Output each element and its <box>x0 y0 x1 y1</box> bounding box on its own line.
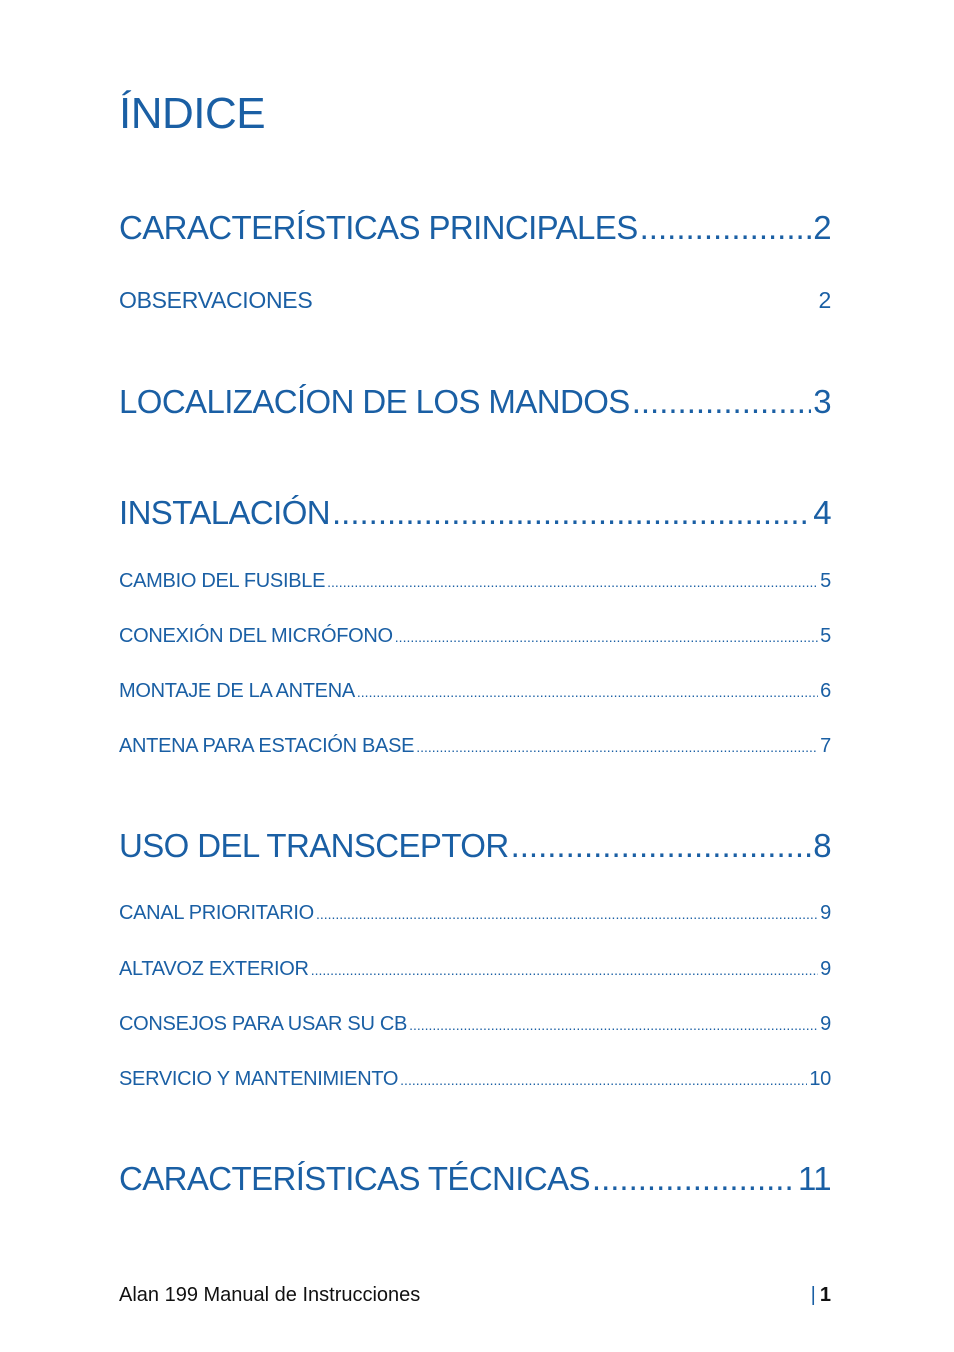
toc-leader <box>311 957 818 983</box>
toc-label: CARACTERÍSTICAS TÉCNICAS <box>119 1160 590 1197</box>
toc-label: ALTAVOZ EXTERIOR <box>119 958 309 980</box>
toc-leader <box>511 826 812 866</box>
toc-leader <box>316 901 818 927</box>
toc-label: LOCALIZACÍON DE LOS MANDOS <box>119 383 630 420</box>
footer-separator: | <box>810 1284 816 1306</box>
toc-page-number: 5 <box>820 625 831 647</box>
toc-entry-consejos-cb[interactable] <box>119 1011 831 1037</box>
toc-label: OBSERVACIONES <box>119 287 313 313</box>
toc-page-number: 2 <box>818 287 831 313</box>
toc-leader <box>327 569 818 595</box>
toc-label: SERVICIO Y MANTENIMIENTO <box>119 1068 399 1090</box>
toc-label: ANTENA PARA ESTACIÓN BASE <box>119 735 415 757</box>
toc-entry-instalacion[interactable] <box>119 493 831 533</box>
toc-entry-localizacion[interactable] <box>119 382 831 422</box>
toc-entry-servicio-mantenimiento[interactable] <box>119 1066 831 1092</box>
toc-page-number: 9 <box>820 902 831 924</box>
toc-entry-cambio-fusible[interactable] <box>119 568 831 594</box>
toc-entry-caracteristicas-tecnicas[interactable] <box>119 1159 831 1199</box>
toc-entry-observaciones[interactable] <box>119 285 831 315</box>
toc-label: CAMBIO DEL FUSIBLE <box>119 570 326 592</box>
toc-leader <box>640 208 812 248</box>
toc-entry-canal-prioritario[interactable] <box>119 900 831 926</box>
toc-page-number: 9 <box>820 1013 831 1035</box>
toc-page-number: 5 <box>820 570 831 592</box>
footer-page-indicator <box>811 1284 831 1307</box>
page-footer <box>119 1284 831 1307</box>
toc-label: CONEXIÓN DEL MICRÓFONO <box>119 625 393 647</box>
footer-manual-title: Alan 199 Manual de Instrucciones <box>119 1284 421 1306</box>
toc-leader <box>409 1012 818 1038</box>
toc-entry-antena-base[interactable] <box>119 733 831 759</box>
toc-label: CONSEJOS PARA USAR SU CB <box>119 1013 408 1035</box>
toc-page-number: 10 <box>809 1068 831 1090</box>
toc-entry-caracteristicas-principales[interactable] <box>119 208 831 248</box>
toc-label: CANAL PRIORITARIO <box>119 902 314 924</box>
toc-entry-altavoz-exterior[interactable] <box>119 956 831 982</box>
toc-page-number: 9 <box>820 958 831 980</box>
toc-leader <box>400 1067 807 1093</box>
toc-page-number: 4 <box>813 494 831 531</box>
toc-page-number: 6 <box>820 680 831 702</box>
toc-label: INSTALACIÓN <box>119 494 330 531</box>
toc-leader <box>416 734 818 760</box>
toc-leader <box>632 382 812 422</box>
footer-page-number: 1 <box>819 1284 831 1306</box>
toc-leader <box>395 624 818 650</box>
toc-label: USO DEL TRANSCEPTOR <box>119 827 509 864</box>
toc-label: CARACTERÍSTICAS PRINCIPALES <box>119 209 638 246</box>
toc-leader <box>357 679 818 705</box>
toc-entry-conexion-microfono[interactable] <box>119 623 831 649</box>
toc-entry-uso-transceptor[interactable] <box>119 826 831 866</box>
toc-leader <box>592 1159 796 1199</box>
toc-page-number: 7 <box>820 735 831 757</box>
toc-page-number: 11 <box>797 1160 831 1197</box>
toc-entry-montaje-antena[interactable] <box>119 678 831 704</box>
toc-page-number: 2 <box>813 209 831 246</box>
toc-label: MONTAJE DE LA ANTENA <box>119 680 355 702</box>
page-title: ÍNDICE <box>119 89 266 138</box>
toc-leader <box>332 493 811 533</box>
toc-page-number: 8 <box>813 827 831 864</box>
toc-page-number: 3 <box>813 383 831 420</box>
